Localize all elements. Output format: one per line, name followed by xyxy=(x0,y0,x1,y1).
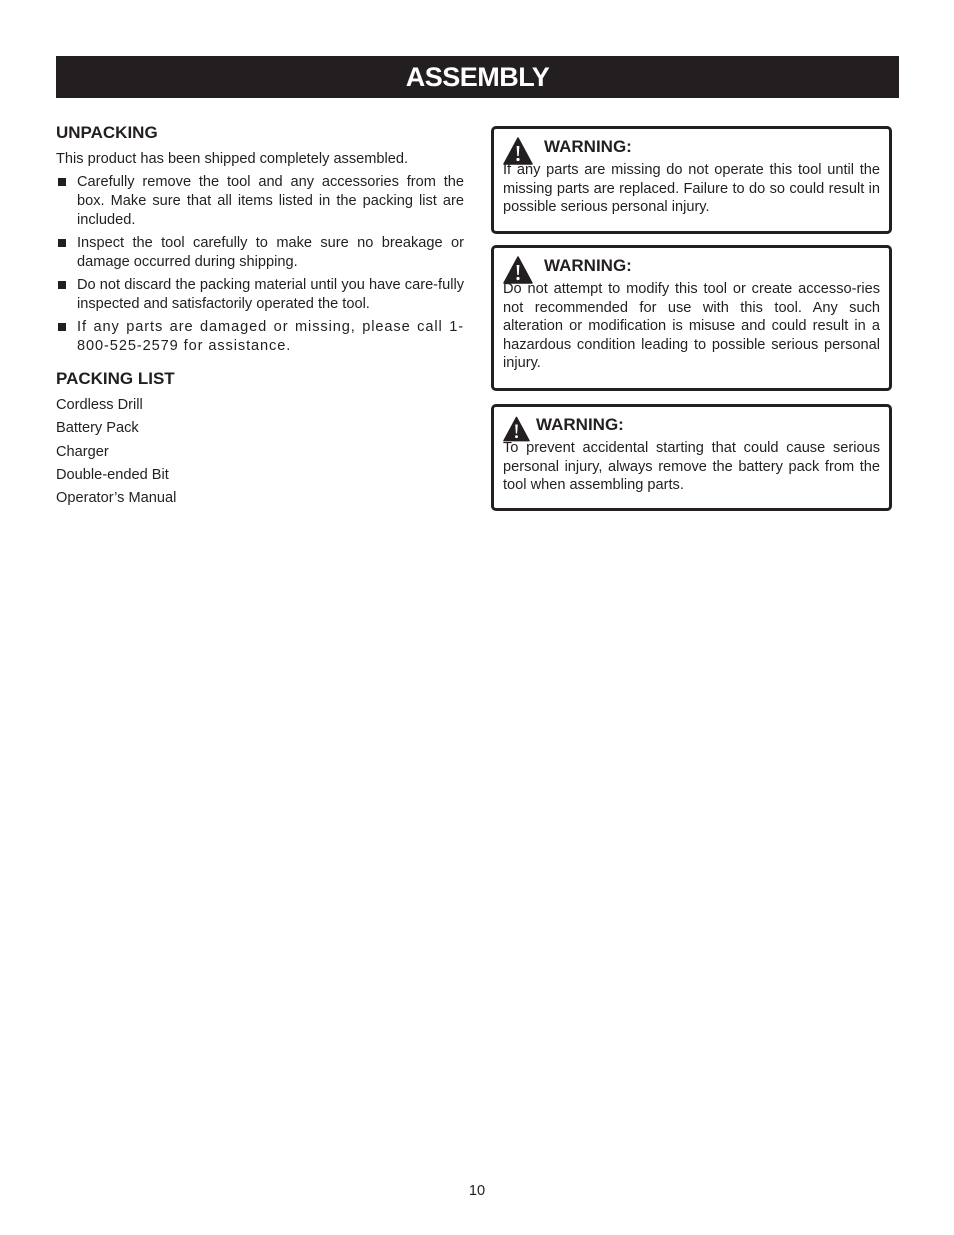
unpacking-heading: UNPACKING xyxy=(56,123,158,142)
square-bullet-icon xyxy=(58,281,66,289)
bullet-text: Do not discard the packing material until you have care-fully inspected and satisfactorily operated the tool. xyxy=(77,277,464,312)
square-bullet-icon xyxy=(58,323,66,331)
warning-text: If any parts are missing do not operate this tool until the missing parts are replaced. Failure to do so could result in possible serious personal injury. xyxy=(503,162,880,216)
square-bullet-icon xyxy=(58,178,66,186)
section-title-bar xyxy=(56,56,899,98)
packing-list-heading: PACKING LIST xyxy=(56,369,175,388)
warning-label: WARNING: xyxy=(536,415,624,434)
list-item: Charger xyxy=(56,443,109,460)
warning-text: To prevent accidental starting that could cause serious personal injury, always remove the battery pack from the tool when assembling parts. xyxy=(503,440,880,494)
unpacking-section xyxy=(56,122,464,356)
packing-list xyxy=(56,396,464,508)
list-item xyxy=(56,318,464,356)
bullet-text: If any parts are damaged or missing, please call 1-800-525-2579 for assistance. xyxy=(77,319,464,354)
unpacking-intro: This product has been shipped completely assembled. xyxy=(56,151,409,167)
left-column xyxy=(56,122,464,512)
list-item: Cordless Drill xyxy=(56,397,143,413)
list-item: Battery Pack xyxy=(56,420,139,437)
unpacking-bullet-list xyxy=(56,173,464,356)
page-number: 10 xyxy=(468,1183,486,1199)
bullet-text: Inspect the tool carefully to make sure no breakage or damage occurred during shipping. xyxy=(77,235,464,270)
page-title: ASSEMBLY xyxy=(405,61,550,92)
list-item xyxy=(56,173,464,230)
warning-box-battery xyxy=(491,404,892,511)
list-item xyxy=(56,234,464,272)
list-item: Double-ended Bit xyxy=(56,466,169,483)
warning-text: Do not attempt to modify this tool or create accesso-ries not recommended for use with this tool. Any such alteration or modification is misuse and could result in a hazardous condition leading to possible serious personal injury. xyxy=(503,281,880,372)
packing-list-section xyxy=(56,368,464,508)
warning-box-modification xyxy=(491,245,892,391)
list-item xyxy=(56,276,464,314)
warning-label: WARNING: xyxy=(544,256,632,275)
list-item: Operator’s Manual xyxy=(56,490,177,507)
bullet-text: Carefully remove the tool and any accessories from the box. Make sure that all items listed in the packing list are included. xyxy=(77,174,464,228)
warning-box-missing-parts xyxy=(491,126,892,234)
warning-label: WARNING: xyxy=(544,137,632,156)
square-bullet-icon xyxy=(58,239,66,247)
